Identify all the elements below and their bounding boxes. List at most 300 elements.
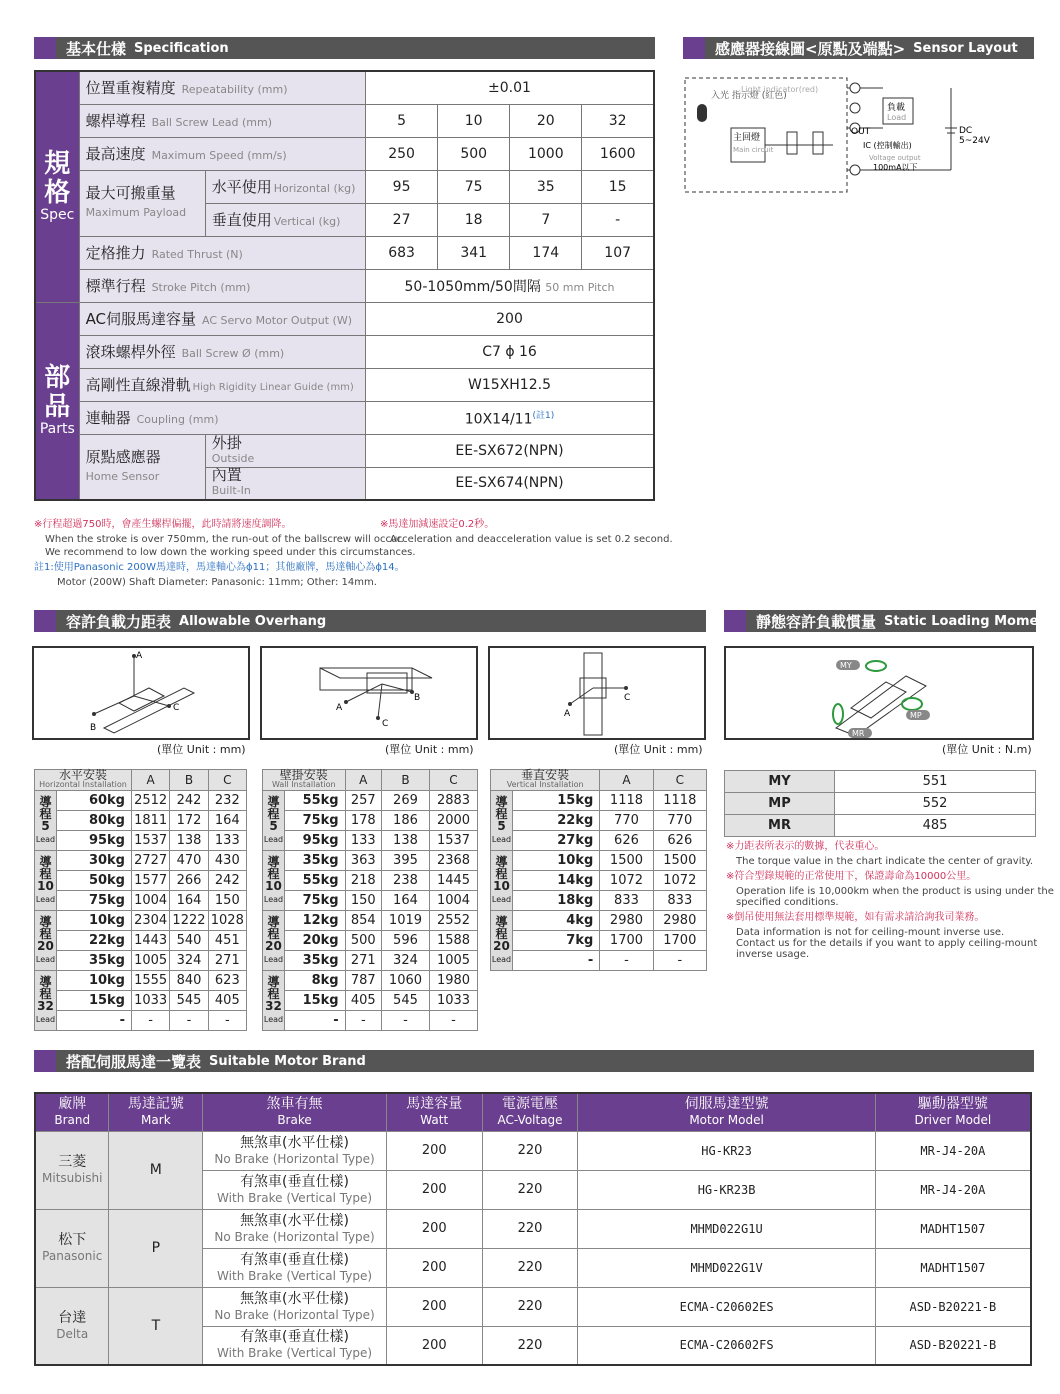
sensor-builtin-value: EE-SX674(NPN) <box>366 467 654 500</box>
static-row: MR 485 <box>725 815 1036 837</box>
overhang-value: 324 <box>381 951 429 971</box>
overhang-value: 405 <box>345 991 381 1011</box>
overhang-value: 271 <box>345 951 381 971</box>
header-zh: 電源電壓 <box>502 1096 559 1113</box>
overhang-value: 1443 <box>131 931 169 951</box>
header-zh: 驅動器型號 <box>917 1096 988 1113</box>
lead-en: Lead <box>35 834 56 844</box>
header-en: Brake <box>277 1113 312 1128</box>
watt-cell: 200 <box>386 1287 482 1326</box>
overhang-value: 150 <box>345 891 381 911</box>
mark-cell: M <box>109 1131 203 1209</box>
sensor-outside-value: EE-SX672(NPN) <box>366 434 654 467</box>
wall-install-diagram <box>260 646 478 740</box>
brake-en: No Brake (Horizontal Type) <box>214 1229 375 1244</box>
svg-text:MR: MR <box>852 729 865 738</box>
table-row <box>35 911 247 931</box>
svg-text:MP: MP <box>910 711 922 720</box>
install-type-zh: 水平安裝 <box>58 768 107 782</box>
table-row <box>263 851 478 871</box>
driver-model-cell: ASD-B20221-B <box>875 1326 1031 1365</box>
static-moment-diagram <box>724 646 1034 740</box>
brake-en: No Brake (Horizontal Type) <box>214 1151 375 1166</box>
brand-zh: 台達 <box>58 1309 87 1326</box>
brake-zh: 無煞車(水平仕樣) <box>240 1134 349 1151</box>
brand-zh: 三菱 <box>58 1154 87 1170</box>
payload-vertical-label: 垂直使用 Vertical (kg) <box>205 203 365 236</box>
mp-rotation-arrow <box>902 698 922 710</box>
lead-cell <box>263 911 285 971</box>
brake-cell <box>203 1248 387 1287</box>
table-row <box>35 851 247 871</box>
table-row <box>35 871 247 891</box>
table-row <box>491 811 707 831</box>
load-weight: 35kg <box>285 851 346 871</box>
overhang-value: 242 <box>170 791 208 811</box>
brand-zh: 松下 <box>58 1232 87 1248</box>
overhang-value: 232 <box>208 791 246 811</box>
overhang-value: - <box>131 1011 169 1031</box>
payload-h-value: 75 <box>438 170 510 203</box>
load-weight: 55kg <box>285 871 346 891</box>
lead-en: Lead <box>35 1014 56 1024</box>
column-header <box>482 1093 578 1131</box>
payload-v-value: - <box>582 203 654 236</box>
static-section-title: 靜態容許負載慣量 <box>756 612 877 631</box>
overhang-value: 150 <box>208 891 246 911</box>
load-weight: 10kg <box>513 851 600 871</box>
table-row <box>491 831 707 851</box>
overhang-value: 500 <box>345 931 381 951</box>
my-rotation-arrow <box>866 661 886 671</box>
thrust-value: 341 <box>438 236 510 269</box>
table-row <box>491 911 707 931</box>
lead-value: 20 <box>493 938 510 953</box>
load-weight: 14kg <box>513 871 600 891</box>
motor-value: 200 <box>366 302 654 335</box>
brake-en: No Brake (Horizontal Type) <box>214 1307 375 1322</box>
lead-zh: 導程 <box>39 914 52 941</box>
overhang-value: 833 <box>600 891 653 911</box>
voltage-cell: 220 <box>482 1209 578 1248</box>
overhang-value: 1537 <box>429 831 477 851</box>
overhang-value: 133 <box>345 831 381 851</box>
thrust-value: 107 <box>582 236 654 269</box>
sensor-section-header <box>683 37 1034 59</box>
repeatability-value: ±0.01 <box>366 71 654 104</box>
table-row <box>35 891 247 911</box>
column-header <box>386 1093 482 1131</box>
overhang-value: 133 <box>208 831 246 851</box>
svg-text:Light indicator(red): Light indicator(red) <box>741 85 819 94</box>
overhang-value: 1700 <box>653 931 706 951</box>
note-shaft-en: Motor (200W) Shaft Diameter: Panasonic: 11mm; Other: 14mm. <box>57 577 377 588</box>
overhang-value: 1555 <box>131 971 169 991</box>
note-accel-zh: ※馬達加減速設定0.2秒。 <box>380 519 495 530</box>
voltage-cell: 220 <box>482 1170 578 1209</box>
svg-text:Voltage output: Voltage output <box>869 154 921 162</box>
speed-value: 250 <box>366 137 438 170</box>
sensor-outside-label: 外掛 Outside <box>205 434 365 467</box>
load-weight: 8kg <box>285 971 346 991</box>
overhang-value: 1004 <box>429 891 477 911</box>
load-weight: 75kg <box>57 891 132 911</box>
overhang-section-header <box>34 610 706 632</box>
motor-label: AC伺服馬達容量 AC Servo Motor Output (W) <box>79 302 365 335</box>
overhang-value: 2512 <box>131 791 169 811</box>
header-row <box>491 770 707 791</box>
motor-model-cell: HG-KR23 <box>578 1131 875 1170</box>
overhang-value: 545 <box>170 991 208 1011</box>
unit-label: (單位 Unit : mm) <box>614 743 703 756</box>
speed-label: 最高速度 Maximum Speed (mm/s) <box>79 137 365 170</box>
overhang-value: 1980 <box>429 971 477 991</box>
lead-en: Lead <box>263 954 284 964</box>
brake-cell <box>203 1326 387 1365</box>
install-type-header <box>35 770 132 791</box>
svg-text:IC (控制輸出): IC (控制輸出) <box>863 141 912 150</box>
install-type-zh: 壁掛安裝 <box>279 768 328 782</box>
overhang-value: 1577 <box>131 871 169 891</box>
column-header <box>35 1093 109 1131</box>
overhang-value: 1033 <box>131 991 169 1011</box>
overhang-value: 164 <box>208 811 246 831</box>
static-note-c-zh: ※倒吊使用無法套用標準規範，如有需求請洽詢我司業務。 <box>726 912 985 923</box>
install-type-en: Wall Installation <box>272 780 336 789</box>
table-row <box>491 931 707 951</box>
lead-cell <box>491 911 513 971</box>
overhang-value: 1060 <box>381 971 429 991</box>
load-weight: 80kg <box>57 811 132 831</box>
spec-section-title: 基本仕樣 <box>66 39 127 58</box>
static-note-c-en1: Data information is not for ceiling-mount inverse use. <box>736 927 1005 938</box>
lead-en: Lead <box>263 1014 284 1024</box>
static-note-c-en2: Contact us for the details if you want to apply ceiling-mount <box>736 938 1038 949</box>
load-weight: 15kg <box>285 991 346 1011</box>
load-weight: 10kg <box>57 911 132 931</box>
screw-label: 滾珠螺桿外徑 Ball Screw Ø (mm) <box>79 335 365 368</box>
note-stroke-zh: ※行程超過750時，會產生螺桿偏擺，此時請將速度調降。 <box>34 519 292 530</box>
overhang-value: 138 <box>381 831 429 851</box>
load-weight: 75kg <box>285 891 346 911</box>
watt-cell: 200 <box>386 1248 482 1287</box>
svg-text:DC: DC <box>959 126 973 136</box>
mark-cell: P <box>109 1209 203 1287</box>
header-en: Brand <box>54 1113 91 1128</box>
thrust-value: 683 <box>366 236 438 269</box>
overhang-value: 1118 <box>653 791 706 811</box>
watt-cell: 200 <box>386 1326 482 1365</box>
table-row <box>35 811 247 831</box>
svg-text:Main circuit: Main circuit <box>733 146 774 154</box>
overhang-value: 1588 <box>429 931 477 951</box>
lead-zh: 導程 <box>267 974 280 1001</box>
lead-value: 5 <box>41 818 50 833</box>
overhang-value: 242 <box>208 871 246 891</box>
watt-cell: 200 <box>386 1170 482 1209</box>
screw-value: C7 ϕ 16 <box>366 335 654 368</box>
overhang-value: 1005 <box>429 951 477 971</box>
vertical-install-diagram <box>488 646 706 740</box>
note-stroke-en2: We recommend to low down the working speed under this circumstances. <box>45 547 416 558</box>
lead-value: 5 <box>366 104 438 137</box>
brand-cell <box>35 1287 109 1365</box>
lead-zh: 導程 <box>267 794 280 821</box>
spec-section-subtitle: Specification <box>134 40 229 56</box>
static-section-subtitle: Static Loading Moment <box>884 613 1054 629</box>
driver-model-cell: MR-J4-20A <box>875 1131 1031 1170</box>
load-weight: 10kg <box>57 971 132 991</box>
svg-text:OUT: OUT <box>851 127 871 137</box>
motor-model-cell: ECMA-C20602ES <box>578 1287 875 1326</box>
overhang-value: - <box>208 1011 246 1031</box>
lead-value: 5 <box>269 818 278 833</box>
unit-label: (單位 Unit : N.m) <box>942 743 1032 756</box>
overhang-value: 2980 <box>653 911 706 931</box>
mark-cell: T <box>109 1287 203 1365</box>
thrust-label: 定格推力 Rated Thrust (N) <box>79 236 365 269</box>
payload-horizontal-label: 水平使用 Horizontal (kg) <box>205 170 365 203</box>
overhang-value: 2000 <box>429 811 477 831</box>
table-row <box>263 951 478 971</box>
svg-text:MY: MY <box>840 661 852 670</box>
overhang-value: 238 <box>381 871 429 891</box>
table-row <box>263 1011 478 1031</box>
table-row <box>491 891 707 911</box>
lead-zh: 導程 <box>39 794 52 821</box>
payload-v-value: 18 <box>438 203 510 236</box>
column-header: A <box>345 770 381 791</box>
lead-cell <box>35 911 57 971</box>
table-row <box>35 971 247 991</box>
motor-row <box>35 1209 1031 1248</box>
motor-section-subtitle: Suitable Motor Brand <box>209 1053 366 1069</box>
overhang-section-title: 容許負載力距表 <box>66 612 172 631</box>
unit-label: (單位 Unit : mm) <box>157 743 246 756</box>
driver-model-cell: MADHT1507 <box>875 1248 1031 1287</box>
overhang-value: 1072 <box>600 871 653 891</box>
overhang-value: 540 <box>170 931 208 951</box>
table-row <box>35 991 247 1011</box>
header-en: AC-Voltage <box>497 1113 563 1128</box>
category-parts: 部 品 Parts <box>35 302 79 500</box>
overhang-value: 1500 <box>653 851 706 871</box>
stroke-value: 50-1050mm/50間隔 50 mm Pitch <box>366 269 654 302</box>
overhang-value: 257 <box>345 791 381 811</box>
overhang-value: 2368 <box>429 851 477 871</box>
sensor-wiring-diagram <box>683 70 990 196</box>
lead-cell <box>263 851 285 911</box>
lead-en: Lead <box>491 894 512 904</box>
lead-cell <box>35 971 57 1031</box>
table-row <box>263 831 478 851</box>
load-weight: 7kg <box>513 931 600 951</box>
motor-model-cell: HG-KR23B <box>578 1170 875 1209</box>
category-spec: 規 格 Spec <box>35 71 79 302</box>
overhang-value: 596 <box>381 931 429 951</box>
lead-cell <box>263 971 285 1031</box>
lead-value: 10 <box>493 878 510 893</box>
svg-text:A: A <box>136 651 143 661</box>
overhang-value: 2727 <box>131 851 169 871</box>
motor-model-cell: ECMA-C20602FS <box>578 1326 875 1365</box>
overhang-value: 178 <box>345 811 381 831</box>
overhang-value: 1033 <box>429 991 477 1011</box>
lead-cell <box>35 791 57 851</box>
load-weight: - <box>513 951 600 971</box>
svg-text:主回燈: 主回燈 <box>733 133 761 143</box>
load-weight: 4kg <box>513 911 600 931</box>
motor-model-cell: MHMD022G1V <box>578 1248 875 1287</box>
note-stroke-en1: When the stroke is over 750mm, the run-out of the ballscrew will occur. <box>45 534 404 545</box>
coupling-value: $10X14/11^{(註1)}$ <box>366 401 654 434</box>
brake-en: With Brake (Vertical Type) <box>217 1190 373 1205</box>
static-row: MP 552 <box>725 793 1036 815</box>
static-note-b-zh: ※符合型錄規範的正常使用下，保證壽命為10000公里。 <box>726 871 977 882</box>
payload-v-value: 27 <box>366 203 438 236</box>
led-icon <box>697 104 707 122</box>
overhang-value: 1811 <box>131 811 169 831</box>
load-weight: 30kg <box>57 851 132 871</box>
static-note-c-en3: inverse usage. <box>736 949 810 960</box>
brake-zh: 無煞車(水平仕樣) <box>240 1212 349 1229</box>
overhang-value: 1222 <box>170 911 208 931</box>
load-weight: 20kg <box>285 931 346 951</box>
overhang-value: 172 <box>170 811 208 831</box>
payload-label: 最大可搬重量 Maximum Payload <box>79 170 205 236</box>
coupling-label: 連軸器 Coupling (mm) <box>79 401 365 434</box>
header-zh: 伺服馬達型號 <box>684 1096 769 1113</box>
header-zh: 馬達記號 <box>127 1096 184 1113</box>
overhang-value: 405 <box>208 991 246 1011</box>
svg-text:負載: 負載 <box>887 103 906 113</box>
brand-en: Panasonic <box>42 1249 103 1263</box>
table-row <box>263 791 478 811</box>
lead-zh: 導程 <box>39 974 52 1001</box>
static-row: MY 551 <box>725 771 1036 793</box>
payload-v-value: 7 <box>510 203 582 236</box>
brake-cell <box>203 1209 387 1248</box>
load-weight: 22kg <box>513 811 600 831</box>
load-weight: 27kg <box>513 831 600 851</box>
overhang-value: 626 <box>653 831 706 851</box>
table-row <box>263 811 478 831</box>
column-header <box>203 1093 387 1131</box>
load-weight: 35kg <box>57 951 132 971</box>
table-row <box>263 991 478 1011</box>
load-weight: 55kg <box>285 791 346 811</box>
overhang-value: 451 <box>208 931 246 951</box>
overhang-value: 186 <box>381 811 429 831</box>
static-moment-table <box>724 770 1036 837</box>
svg-text:A: A <box>336 703 343 713</box>
lead-en: Lead <box>491 954 512 964</box>
speed-value: 500 <box>438 137 510 170</box>
overhang-value: 1537 <box>131 831 169 851</box>
brake-en: With Brake (Vertical Type) <box>217 1268 373 1283</box>
header-row <box>263 770 478 791</box>
brake-zh: 有煞車(垂直仕樣) <box>240 1329 349 1346</box>
lead-zh: 導程 <box>267 854 280 881</box>
motor-model-cell: MHMD022G1U <box>578 1209 875 1248</box>
note-accel-en: Acceleration and deacceleration value is set 0.2 second. <box>390 534 673 545</box>
lead-value: 32 <box>582 104 654 137</box>
table-row <box>491 791 707 811</box>
overhang-value: 269 <box>381 791 429 811</box>
overhang-value: 138 <box>170 831 208 851</box>
header-zh: 廠牌 <box>58 1096 87 1113</box>
motor-brand-table <box>34 1092 1032 1366</box>
payload-h-value: 35 <box>510 170 582 203</box>
lead-zh: 導程 <box>495 914 508 941</box>
load-weight: 60kg <box>57 791 132 811</box>
lead-label: 螺桿導程 Ball Screw Lead (mm) <box>79 104 365 137</box>
overhang-value: 545 <box>381 991 429 1011</box>
overhang-value: 770 <box>600 811 653 831</box>
home-sensor-label: 原點感應器 Home Sensor <box>79 434 205 500</box>
motor-section-title: 搭配伺服馬達一覽表 <box>66 1052 202 1071</box>
install-type-en: Vertical Installation <box>506 780 584 789</box>
brake-zh: 無煞車(水平仕樣) <box>240 1290 349 1307</box>
table-row <box>263 971 478 991</box>
overhang-value: 1005 <box>131 951 169 971</box>
brake-zh: 有煞車(垂直仕樣) <box>240 1173 349 1190</box>
driver-model-cell: MR-J4-20A <box>875 1170 1031 1209</box>
lead-zh: 導程 <box>495 794 508 821</box>
table-row <box>35 1011 247 1031</box>
static-note-b-en1: Operation life is 10,000km when the product is using under the <box>736 886 1054 897</box>
brake-en: With Brake (Vertical Type) <box>217 1346 373 1361</box>
voltage-cell: 220 <box>482 1131 578 1170</box>
static-note-b-en2: specified conditions. <box>736 897 839 908</box>
load-weight: 75kg <box>285 811 346 831</box>
lead-value: 10 <box>265 878 282 893</box>
load-weight: 35kg <box>285 951 346 971</box>
lead-en: Lead <box>263 834 284 844</box>
load-weight: 15kg <box>57 991 132 1011</box>
overhang-value: - <box>381 1011 429 1031</box>
static-section-header <box>724 610 1054 632</box>
thrust-value: 174 <box>510 236 582 269</box>
brand-en: Delta <box>56 1326 89 1341</box>
overhang-value: 324 <box>170 951 208 971</box>
overhang-value: 395 <box>381 851 429 871</box>
brand-en: Mitsubishi <box>42 1171 103 1185</box>
header-zh: 煞車有無 <box>266 1096 323 1113</box>
column-header <box>109 1093 203 1131</box>
stroke-label: 標準行程 Stroke Pitch (mm) <box>79 269 365 302</box>
svg-text:5~24V: 5~24V <box>959 136 990 146</box>
note-shaft-zh: 註1:使用Panasonic 200W馬達時，馬達軸心為ϕ11；其他廠牌，馬達軸心為ϕ14。 <box>34 562 405 573</box>
speed-value: 1000 <box>510 137 582 170</box>
horizontal-install-diagram <box>32 646 250 740</box>
lead-cell <box>491 851 513 911</box>
overhang-value: - <box>600 951 653 971</box>
svg-text:C: C <box>173 703 180 713</box>
lead-value: 20 <box>265 938 282 953</box>
svg-text:B: B <box>90 723 97 733</box>
svg-text:B: B <box>414 693 421 703</box>
table-row <box>491 951 707 971</box>
watt-cell: 200 <box>386 1131 482 1170</box>
table-row <box>35 791 247 811</box>
horizontal-overhang-table <box>34 769 247 1031</box>
spec-section-header <box>34 37 655 59</box>
motor-row <box>35 1131 1031 1170</box>
lead-zh: 導程 <box>267 914 280 941</box>
static-note-a-en: The torque value in the chart indicate the center of gravity. <box>736 856 1034 867</box>
guide-value: W15XH12.5 <box>366 368 654 401</box>
